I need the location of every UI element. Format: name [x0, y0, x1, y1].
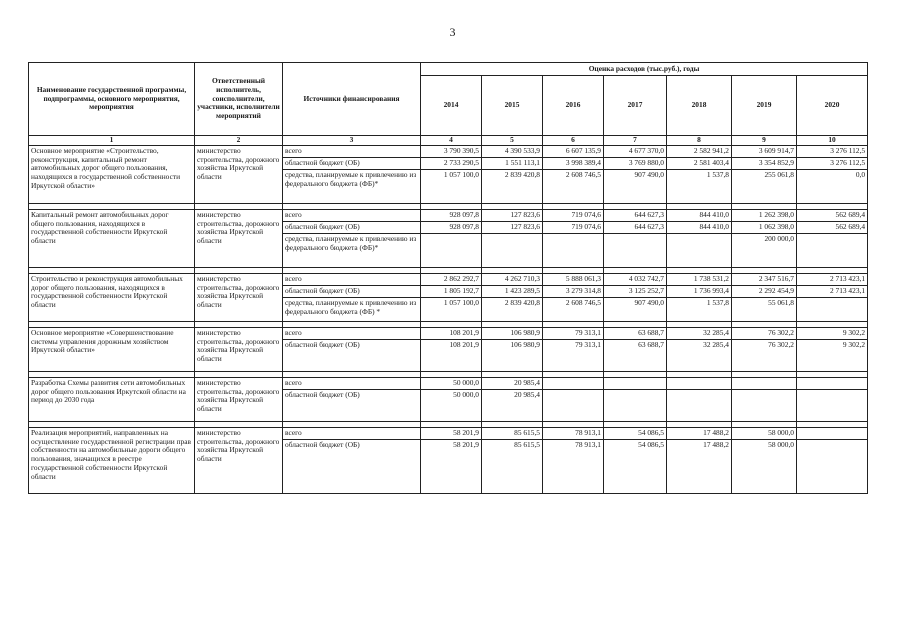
amount-cell: 844 410,0	[667, 222, 732, 234]
amount-cell: 1 736 993,4	[667, 286, 732, 298]
table-row	[29, 328, 868, 340]
executor: министерство строительства, дорожного хозяйства Иркутской области	[195, 210, 283, 268]
amount-cell	[667, 378, 732, 390]
amount-cell: 3 998 389,4	[543, 158, 604, 170]
amount-cell: 58 000,0	[732, 428, 797, 440]
amount-cell: 2 582 941,2	[667, 146, 732, 158]
header-year: 2014	[421, 76, 482, 136]
column-index: 3	[283, 136, 421, 146]
funding-source: областной бюджет (ОБ)	[283, 390, 421, 422]
expenses-table	[28, 62, 868, 494]
page-number: 3	[449, 25, 456, 39]
amount-cell: 2 839 420,8	[482, 298, 543, 322]
amount-cell: 127 823,6	[482, 210, 543, 222]
amount-cell	[732, 378, 797, 390]
amount-cell: 1 262 398,0	[732, 210, 797, 222]
column-index: 10	[797, 136, 868, 146]
amount-cell	[543, 390, 604, 422]
amount-cell	[543, 234, 604, 268]
header-estimate: Оценка расходов (тыс.руб.), годы	[421, 63, 868, 76]
header-source: Источники финансирования	[283, 63, 421, 136]
amount-cell: 20 985,4	[482, 390, 543, 422]
amount-cell: 54 086,5	[604, 428, 667, 440]
header-name: Наименование государственной программы, подпрограммы, основного мероприятия, мероприятия	[29, 63, 195, 136]
column-index: 1	[29, 136, 195, 146]
funding-source: областной бюджет (ОБ)	[283, 222, 421, 234]
amount-cell: 1 062 398,0	[732, 222, 797, 234]
amount-cell: 1 537,8	[667, 298, 732, 322]
funding-source: всего	[283, 378, 421, 390]
amount-cell: 562 689,4	[797, 222, 868, 234]
amount-cell: 54 086,5	[604, 440, 667, 494]
amount-cell: 2 608 746,5	[543, 170, 604, 204]
funding-source: всего	[283, 428, 421, 440]
header-year: 2020	[797, 76, 868, 136]
amount-cell: 79 313,1	[543, 340, 604, 372]
amount-cell: 3 125 252,7	[604, 286, 667, 298]
amount-cell: 3 279 314,8	[543, 286, 604, 298]
amount-cell: 719 074,6	[543, 222, 604, 234]
header-year: 2015	[482, 76, 543, 136]
table-body	[29, 146, 868, 494]
amount-cell: 58 000,0	[732, 440, 797, 494]
amount-cell	[797, 390, 868, 422]
amount-cell: 928 097,8	[421, 222, 482, 234]
executor: министерство строительства, дорожного хозяйства Иркутской области	[195, 428, 283, 494]
amount-cell: 2 713 423,1	[797, 274, 868, 286]
amount-cell	[797, 440, 868, 494]
amount-cell: 9 302,2	[797, 340, 868, 372]
amount-cell: 644 627,3	[604, 210, 667, 222]
table-row	[29, 428, 868, 440]
executor: министерство строительства, дорожного хозяйства Иркутской области	[195, 146, 283, 204]
amount-cell	[797, 234, 868, 268]
column-index: 5	[482, 136, 543, 146]
amount-cell	[797, 428, 868, 440]
amount-cell	[604, 378, 667, 390]
funding-source: средства, планируемые к привлечению из федерального бюджета (ФБ)*	[283, 170, 421, 204]
amount-cell: 3 769 880,0	[604, 158, 667, 170]
amount-cell: 1 537,8	[667, 170, 732, 204]
amount-cell	[732, 390, 797, 422]
header-executor: Ответственный исполнитель, соисполнители, участники, исполнители мероприятий	[195, 63, 283, 136]
amount-cell: 2 839 420,8	[482, 170, 543, 204]
amount-cell: 2 581 403,4	[667, 158, 732, 170]
amount-cell: 2 733 290,5	[421, 158, 482, 170]
funding-source: всего	[283, 274, 421, 286]
amount-cell: 562 689,4	[797, 210, 868, 222]
activity-name: Строительство и реконструкция автомобильных дорог общего пользования, находящихся в государственной собственности Иркутской области	[29, 274, 195, 322]
column-index: 6	[543, 136, 604, 146]
amount-cell: 50 000,0	[421, 378, 482, 390]
amount-cell: 55 061,8	[732, 298, 797, 322]
activity-name: Реализация мероприятий, направленных на осуществление государственной регистрации прав собственности на автомобильные дороги общего пользования, значащихся в реестре государственной собственности Иркутской области	[29, 428, 195, 494]
column-index: 7	[604, 136, 667, 146]
amount-cell: 50 000,0	[421, 390, 482, 422]
header-year: 2016	[543, 76, 604, 136]
amount-cell: 9 302,2	[797, 328, 868, 340]
funding-source: средства, планируемые к привлечению из федерального бюджета (ФБ) *	[283, 298, 421, 322]
amount-cell	[604, 390, 667, 422]
table-row	[29, 210, 868, 222]
amount-cell	[421, 234, 482, 268]
amount-cell: 106 980,9	[482, 340, 543, 372]
amount-cell: 127 823,6	[482, 222, 543, 234]
amount-cell: 63 688,7	[604, 340, 667, 372]
amount-cell: 85 615,5	[482, 428, 543, 440]
amount-cell: 63 688,7	[604, 328, 667, 340]
amount-cell	[604, 234, 667, 268]
amount-cell: 2 347 516,7	[732, 274, 797, 286]
header-year: 2018	[667, 76, 732, 136]
amount-cell: 4 262 710,3	[482, 274, 543, 286]
amount-cell: 78 913,1	[543, 440, 604, 494]
amount-cell: 2 713 423,1	[797, 286, 868, 298]
amount-cell: 844 410,0	[667, 210, 732, 222]
amount-cell: 2 292 454,9	[732, 286, 797, 298]
funding-source: областной бюджет (ОБ)	[283, 286, 421, 298]
funding-source: всего	[283, 328, 421, 340]
funding-source: всего	[283, 210, 421, 222]
amount-cell: 5 888 061,3	[543, 274, 604, 286]
amount-cell: 644 627,3	[604, 222, 667, 234]
amount-cell: 1 551 113,1	[482, 158, 543, 170]
amount-cell: 78 913,1	[543, 428, 604, 440]
amount-cell	[667, 390, 732, 422]
amount-cell: 1 738 531,2	[667, 274, 732, 286]
amount-cell	[797, 378, 868, 390]
amount-cell: 58 201,9	[421, 428, 482, 440]
header-year: 2017	[604, 76, 667, 136]
amount-cell: 3 276 112,5	[797, 146, 868, 158]
activity-name: Основное мероприятие «Совершенствование системы управления дорожным хозяйством Иркутской области»	[29, 328, 195, 372]
amount-cell: 6 607 135,9	[543, 146, 604, 158]
executor: министерство строительства, дорожного хозяйства Иркутской области	[195, 274, 283, 322]
amount-cell: 58 201,9	[421, 440, 482, 494]
column-index: 2	[195, 136, 283, 146]
amount-cell: 2 862 292,7	[421, 274, 482, 286]
table-row	[29, 378, 868, 390]
amount-cell: 907 490,0	[604, 298, 667, 322]
activity-name: Капитальный ремонт автомобильных дорог общего пользования, находящихся в государственной собственности Иркутской области	[29, 210, 195, 268]
amount-cell: 108 201,9	[421, 328, 482, 340]
table-row	[29, 146, 868, 158]
amount-cell: 4 390 533,9	[482, 146, 543, 158]
table-row	[29, 274, 868, 286]
executor: министерство строительства, дорожного хозяйства Иркутской области	[195, 328, 283, 372]
column-index: 8	[667, 136, 732, 146]
activity-name: Основное мероприятие «Строительство, реконструкция, капитальный ремонт автомобильных дорог общего пользования, находящихся в государственной собственности Иркутской области»	[29, 146, 195, 204]
amount-cell: 3 276 112,5	[797, 158, 868, 170]
amount-cell: 76 302,2	[732, 328, 797, 340]
funding-source: областной бюджет (ОБ)	[283, 158, 421, 170]
amount-cell: 1 057 100,0	[421, 170, 482, 204]
amount-cell: 1 057 100,0	[421, 298, 482, 322]
activity-name: Разработка Схемы развития сети автомобильных дорог общего пользования Иркутской области на период до 2030 года	[29, 378, 195, 422]
amount-cell: 17 488,2	[667, 440, 732, 494]
amount-cell: 907 490,0	[604, 170, 667, 204]
amount-cell: 3 609 914,7	[732, 146, 797, 158]
amount-cell: 2 608 746,5	[543, 298, 604, 322]
funding-source: областной бюджет (ОБ)	[283, 440, 421, 494]
funding-source: всего	[283, 146, 421, 158]
amount-cell: 3 354 852,9	[732, 158, 797, 170]
amount-cell: 20 985,4	[482, 378, 543, 390]
amount-cell: 4 677 370,0	[604, 146, 667, 158]
amount-cell: 4 032 742,7	[604, 274, 667, 286]
amount-cell: 32 285,4	[667, 328, 732, 340]
amount-cell: 85 615,5	[482, 440, 543, 494]
amount-cell: 79 313,1	[543, 328, 604, 340]
amount-cell: 76 302,2	[732, 340, 797, 372]
amount-cell: 1 423 289,5	[482, 286, 543, 298]
funding-source: областной бюджет (ОБ)	[283, 340, 421, 372]
header-year: 2019	[732, 76, 797, 136]
funding-source: средства, планируемые к привлечению из федерального бюджета (ФБ)*	[283, 234, 421, 268]
amount-cell: 106 980,9	[482, 328, 543, 340]
amount-cell	[482, 234, 543, 268]
amount-cell: 32 285,4	[667, 340, 732, 372]
amount-cell: 3 790 390,5	[421, 146, 482, 158]
column-index: 4	[421, 136, 482, 146]
amount-cell: 1 805 192,7	[421, 286, 482, 298]
amount-cell: 255 061,8	[732, 170, 797, 204]
amount-cell: 108 201,9	[421, 340, 482, 372]
column-index: 9	[732, 136, 797, 146]
amount-cell: 17 488,2	[667, 428, 732, 440]
amount-cell: 928 097,8	[421, 210, 482, 222]
amount-cell: 200 000,0	[732, 234, 797, 268]
executor: министерство строительства, дорожного хозяйства Иркутской области	[195, 378, 283, 422]
amount-cell	[543, 378, 604, 390]
amount-cell	[797, 298, 868, 322]
amount-cell: 0,0	[797, 170, 868, 204]
amount-cell	[667, 234, 732, 268]
amount-cell: 719 074,6	[543, 210, 604, 222]
